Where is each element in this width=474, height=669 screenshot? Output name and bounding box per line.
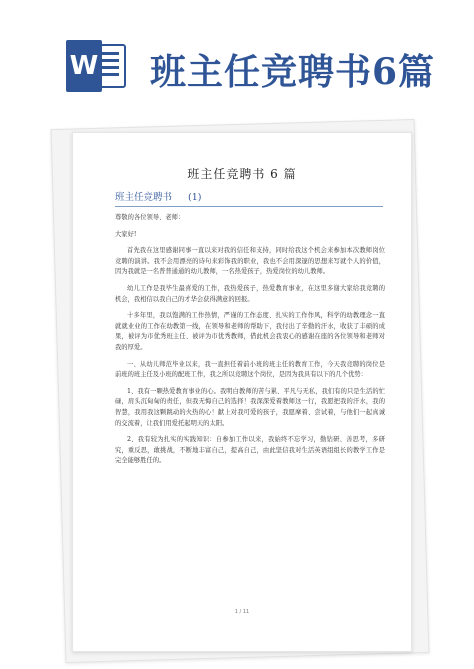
page-title: 班主任竞聘书6篇 [150,51,436,93]
paragraph: 1、我有一颗热爱教育事业的心。我明白教师的苦与累、平凡与无私，我们有的只是生活的忙碌，肩头沉甸甸的责任，但我无悔自己的选择！我深深爱着教师这一行，我愿把我的汗水，我的智慧，我用我这颗跳动的火热的心！献上对我可爱的孩子，我愿摩着、尝试着，与他们一起真诚的交流着，让我们用爱托起明天的太阳。 [115,387,385,427]
page-number: 1 / 11 [234,609,250,615]
document-page[interactable] [72,132,412,652]
paragraph: 幼儿工作是我毕生最喜爱的工作，我热爱孩子，热爱教育事业，在这里多谢大家给我竞聘的机会，我相信以我自己的才华会获得满意的回报。 [115,284,385,303]
paragraph: 大家好! [115,230,137,238]
paragraph: 2、我有较为扎实的实践知识：自参加工作以来，我始终不忘学习，勤钻研、善思考，多研究，重反思，敢挑战，不断地丰富自己，提高自己，由此坚信我对生活英语组组长的教学工作是完全能够胜任的。 [115,436,385,465]
section-heading-text: 班主任竞聘书 [115,192,173,203]
word-icon-letter: W [66,40,102,92]
section-number: (1) [188,192,202,203]
section-heading [115,190,383,207]
paragraph: 首先我在这里感谢同事一直以来对我的信任和支持，同时给我这个机会来参加本次教师岗位竞聘的演讲。我不会用漂亮的诗句来彩饰我的职业，我也不会用深邃的思想来写就个人的价值，因为我就是一名普普通通的幼儿教师，一名热爱孩子，热爱岗位的幼儿教师。 [115,247,385,276]
header-banner [0,0,474,118]
paragraph: 一、从幼儿师范毕业以来，我一直担任着前小班的班主任的教育工作，今天我竞聘的岗位是前班的班主任及小班的配班工作，我之所以竞聘这个岗位，是因为我具有以下的几个优势： [115,360,385,379]
document-title: 班主任竞聘书 6 篇 [187,167,297,181]
paragraph: 十多年里，我以饱满的工作热情，严谨的工作态度、扎实的工作作风，科学的幼教理念一直就就业业的工作在幼教第一线，在领导和老师的帮助下，我付出了辛勤的汗水，收获了丰硕的成果，被评为市优秀班主任、被评为市优秀教师，借此机会我衷心的感谢在座的各位领导和老师对我的厚爱。 [115,312,385,351]
word-document-icon [66,40,126,92]
paragraph: 尊敬的各位领导、老师： [115,214,185,221]
document-body [115,213,385,473]
